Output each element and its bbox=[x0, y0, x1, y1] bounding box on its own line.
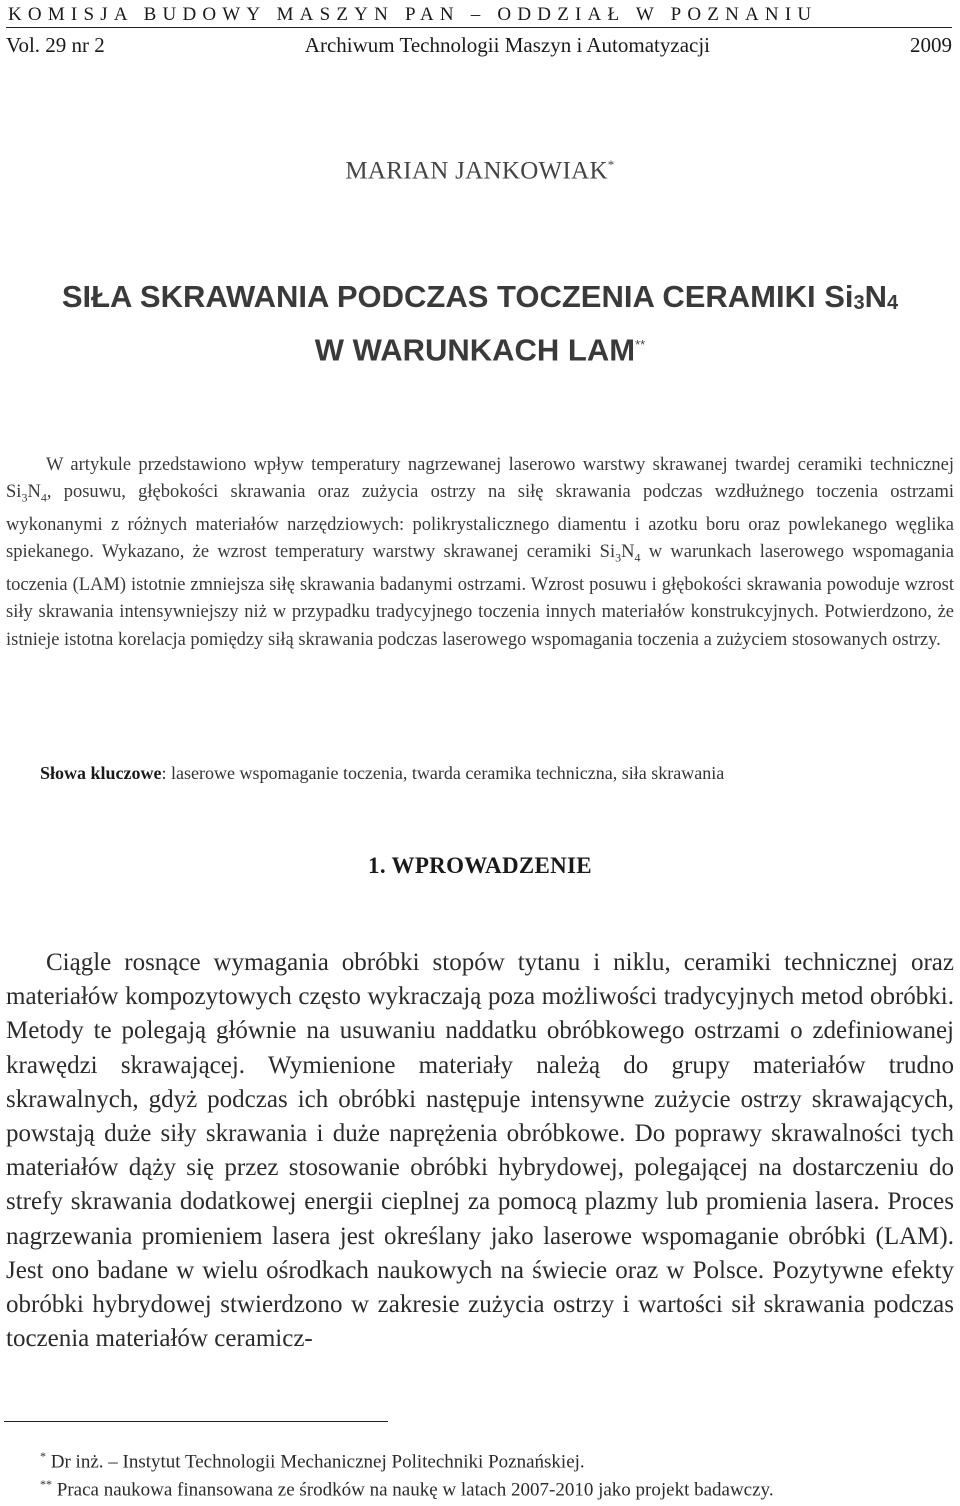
abstract bbox=[6, 452, 954, 654]
footnote-1-text: Dr inż. – Instytut Technologii Mechanicznej Politechniki Poznańskiej. bbox=[50, 1451, 585, 1473]
footnote-1 bbox=[40, 1449, 585, 1473]
title-n: N bbox=[864, 279, 888, 314]
abstract-part-1: W artykule przedstawiono wpływ temperatury nagrzewanej laserowo warstwy skrawanej twardej ceramiki technicznej Si bbox=[6, 455, 954, 503]
volume-label: Vol. 29 nr 2 bbox=[6, 33, 105, 57]
footnote-divider bbox=[4, 1421, 388, 1422]
abstract-part-2: , posuwu, głębokości skrawania oraz zużycia ostrzy na siłę skrawania podczas wzdłużnego toczenia ostrzami wykonanymi z różnych materiałów narzędziowych: polikrystalicznego diamentu i azotku boru oraz powlekanego węglika spiekanego. Wykazano, że wzrost temperatury warstwy skrawanej ceramiki Si bbox=[6, 482, 954, 563]
year-label: 2009 bbox=[910, 33, 952, 57]
commission-header: KOMISJA BUDOWY MASZYN PAN – ODDZIAŁ W POZNANIU bbox=[8, 4, 818, 25]
abstract-mid-2: N bbox=[621, 542, 635, 563]
author-name-text: MARIAN JANKOWIAK bbox=[345, 157, 608, 185]
author-marker: * bbox=[607, 157, 615, 172]
abstract-part-3: w warunkach laserowego wspomagania toczenia (LAM) istotnie zmniejsza siłę skrawania badanymi ostrzami. Wzrost posuwu i głębokości skrawania powoduje wzrost siły skrawania intensywniejszy niż w przypadku tradycyjnego toczenia innych materiałów konstrukcyjnych. Potwierdzono, że istnieje istotna korelacja pomiędzy siłą skrawania podczas laserowego wspomagania toczenia a zużyciem stosowanych ostrzy. bbox=[6, 542, 955, 650]
footnote-2 bbox=[40, 1477, 774, 1501]
paper-title bbox=[0, 276, 960, 371]
keywords-label: Słowa kluczowe bbox=[40, 763, 162, 783]
title-sub-3: 3 bbox=[853, 292, 865, 314]
title-line-1-text: SIŁA SKRAWANIA PODCZAS TOCZENIA CERAMIKI Si bbox=[61, 279, 854, 314]
intro-paragraph bbox=[6, 946, 954, 1356]
footnote-1-marker: * bbox=[40, 1449, 46, 1463]
journal-line bbox=[6, 33, 952, 58]
keywords-text: : laserowe wspomaganie toczenia, twarda ceramika techniczna, siła skrawania bbox=[161, 763, 725, 783]
header-divider bbox=[6, 27, 952, 28]
abstract-sub-1: 3 bbox=[21, 490, 28, 505]
abstract-sub-2: 4 bbox=[40, 490, 47, 505]
abstract-mid-1: N bbox=[27, 482, 41, 503]
journal-name: Archiwum Technologii Maszyn i Automatyzacji bbox=[304, 33, 711, 57]
abstract-sub-4: 4 bbox=[634, 550, 641, 565]
abstract-sub-3: 3 bbox=[615, 550, 622, 565]
title-marker: ** bbox=[635, 337, 646, 352]
keywords bbox=[40, 763, 960, 784]
title-sub-4: 4 bbox=[887, 292, 899, 314]
title-line-1 bbox=[0, 276, 960, 324]
footnote-2-text: Praca naukowa finansowana ze środków na naukę w latach 2007-2010 jako projekt badawczy. bbox=[56, 1479, 774, 1501]
author-name bbox=[0, 157, 960, 185]
title-line-2 bbox=[0, 324, 960, 371]
footnote-2-marker: ** bbox=[40, 1477, 52, 1491]
section-heading: 1. WPROWADZENIE bbox=[368, 853, 592, 878]
title-line-2-text: W WARUNKACH LAM bbox=[314, 332, 636, 368]
intro-text: Ciągle rosnące wymagania obróbki stopów tytanu i niklu, ceramiki technicznej oraz materiałów kompozytowych często wykraczają poza możliwości tradycyjnych metod obróbki. Metody te polegają głównie na usuwaniu naddatku obróbkowego ostrzami o zdefiniowanej krawędzi skrawającej. Wymienione materiały należą do grupy materiałów trudno skrawalnych, gdyż podczas ich obróbki następuje intensywne zużycie ostrzy skrawających, powstają duże siły skrawania i duże naprężenia obróbkowe. Do poprawy skrawalności tych materiałów dąży się przez stosowanie obróbki hybrydowej, polegającej na dostarczeniu do strefy skrawania dodatkowej energii cieplnej za pomocą plazmy lub promienia lasera. Proces nagrzewania promieniem lasera jest określany jako laserowe wspomaganie obróbki (LAM). Jest ono badane w wielu ośrodkach naukowych na świecie oraz w Polsce. Pozytywne efekty obróbki hybrydowej stwierdzono w zakresie zużycia ostrzy i wartości sił skrawania podczas toczenia materiałów ceramicz- bbox=[6, 949, 954, 1353]
